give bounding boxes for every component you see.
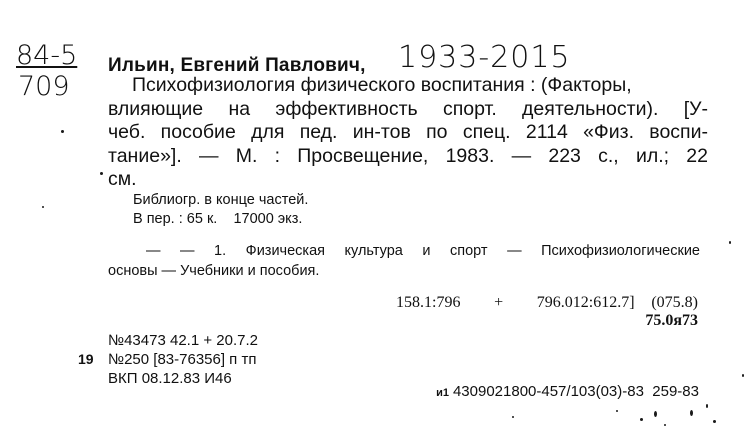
description-line: Психофизиология физического воспитания : (Факторы, — [132, 74, 632, 96]
scan-speck — [654, 411, 657, 417]
subject-line: основы — Учебники и пособия. — [108, 263, 320, 279]
handwritten-years: 1933-2015 — [398, 40, 571, 75]
description-line: тание»]. — М. : Просвещение, 1983. — 223 с., ил.; 22 — [108, 144, 708, 167]
description-line: см. — [108, 168, 137, 190]
scan-speck — [713, 420, 716, 423]
bibliographic-description — [108, 74, 708, 192]
scan-speck — [616, 410, 618, 412]
subject-line: — — 1. Физическая культура и спорт — Психофизиологические — [146, 243, 700, 259]
description-line: чеб. пособие для пед. ин-тов по спец. 2114 «Физ. воспи- — [108, 121, 708, 143]
scan-speck — [706, 404, 708, 408]
registry-line-2 — [78, 350, 258, 369]
notes-block — [133, 191, 308, 229]
registry-line-3: ВКП 08.12.83 И46 — [108, 370, 232, 387]
scan-speck — [742, 374, 744, 377]
note-bibliography: Библиогр. в конце частей. — [133, 192, 309, 208]
description-line: влияющие на эффективность спорт. деятельности). [У- — [108, 97, 708, 120]
registry-line-1: №43473 42.1 + 20.7.2 — [108, 332, 258, 349]
scan-speck — [512, 416, 514, 418]
publication-code-prefix: и1 — [436, 387, 449, 399]
classification-codes — [396, 294, 698, 330]
scan-speck — [61, 130, 64, 133]
registry-line-2-text: №250 [83-76356] п тп — [108, 351, 257, 368]
udc-code: 158.1:796 + 796.012:612.7] (075.8) — [396, 294, 698, 311]
handwritten-call-number-bottom: 709 — [18, 71, 70, 102]
registry-prefix-19: 19 — [78, 351, 94, 367]
scan-speck — [42, 206, 44, 208]
publication-code-line — [375, 383, 699, 402]
publication-code: 4309021800-457/103(03)-83 259-83 — [452, 383, 699, 400]
scan-speck — [729, 241, 731, 244]
scan-speck — [640, 418, 643, 421]
subject-tracings — [108, 241, 700, 281]
registry-block — [78, 331, 258, 388]
scan-speck — [100, 172, 103, 175]
author-heading: Ильин, Евгений Павлович, — [108, 55, 366, 76]
note-price-copies: В пер. : 65 к. 17000 экз. — [133, 211, 303, 227]
bbk-code: 75.0я73 — [645, 312, 698, 329]
scan-speck — [664, 424, 666, 426]
scan-speck — [690, 410, 693, 416]
handwritten-call-number-top: 84-5 — [16, 40, 78, 71]
